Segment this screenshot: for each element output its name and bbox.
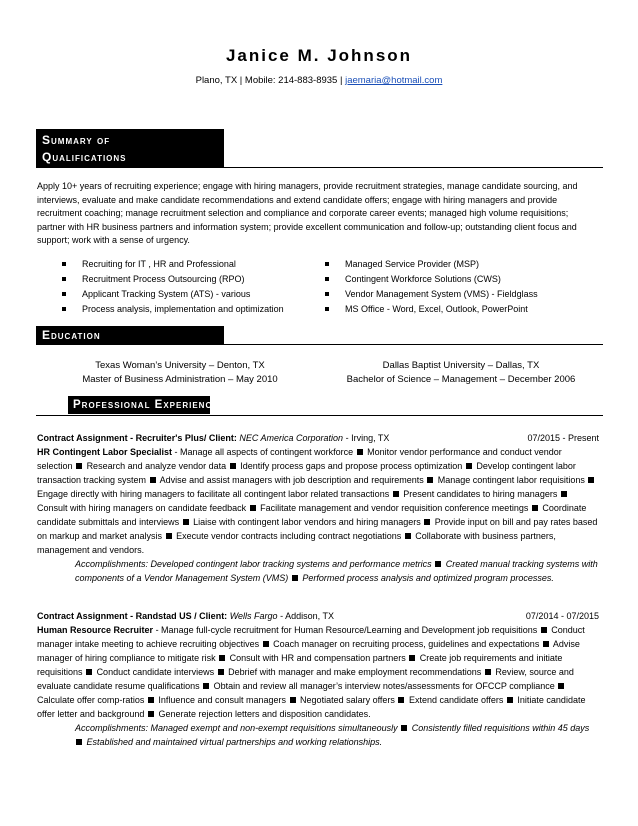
bullet-icon: [325, 307, 329, 311]
job-header: [37, 431, 599, 445]
duty-item: Calculate offer comp-ratios: [37, 695, 145, 705]
square-bullet-icon: [532, 505, 538, 511]
square-bullet-icon: [393, 491, 399, 497]
bullet-icon: [62, 277, 66, 281]
square-bullet-icon: [541, 627, 547, 633]
duty-item: Advise manager of hiring compliance to mitigate risk: [37, 639, 580, 663]
summary-heading-line2: Qualifications: [42, 150, 127, 164]
job-title: Human Resource Recruiter: [37, 625, 154, 635]
square-bullet-icon: [263, 641, 269, 647]
bullet-icon: [325, 277, 329, 281]
candidate-name: Janice M. Johnson: [225, 46, 413, 65]
education-heading: Education: [36, 326, 224, 345]
square-bullet-icon: [435, 561, 441, 567]
skill-item: Vendor Management System (VMS) - Fieldglass: [325, 287, 538, 302]
company: Contract Assignment - Recruiter's Plus/ Client:: [37, 433, 237, 443]
square-bullet-icon: [357, 449, 363, 455]
bullet-icon: [62, 307, 66, 311]
skills-list-right: [325, 257, 538, 317]
square-bullet-icon: [76, 463, 82, 469]
degree: Master of Business Administration – May 2010: [82, 374, 278, 385]
square-bullet-icon: [203, 683, 209, 689]
square-bullet-icon: [76, 739, 82, 745]
square-bullet-icon: [166, 533, 172, 539]
duties-intro: - Manage all aspects of contingent workforce: [174, 447, 354, 457]
duty-item: Influence and consult managers: [158, 695, 287, 705]
accomplishments: [37, 721, 599, 749]
accomplishment-item: Performed process analysis and optimized program processes.: [302, 573, 554, 583]
duty-item: Engage directly with hiring managers to facilitate all contingent labor related transactions: [37, 489, 390, 499]
skill-item: Process analysis, implementation and optimization: [62, 302, 284, 317]
education-entry-left: [30, 359, 330, 387]
email-link[interactable]: jaemaria@hotmail.com: [345, 75, 443, 86]
school-name: Dallas Baptist University – Dallas, TX: [382, 360, 540, 371]
square-bullet-icon: [183, 519, 189, 525]
accomplishment-item: Created manual tracking systems with components of a Vendor Management System (VMS): [75, 559, 598, 583]
accomplishment-item: Established and maintained virtual partnerships and working relationships.: [86, 737, 383, 747]
duty-item: Negotiated salary offers: [300, 695, 395, 705]
duty-item: Identify process gaps and propose process optimization: [240, 461, 463, 471]
education-divider: [36, 344, 603, 345]
bullet-icon: [325, 262, 329, 266]
duty-item: Conduct manager intake meeting to achieve recruiting objectives: [37, 625, 585, 649]
square-bullet-icon: [148, 711, 154, 717]
square-bullet-icon: [409, 655, 415, 661]
square-bullet-icon: [150, 477, 156, 483]
square-bullet-icon: [405, 533, 411, 539]
duty-item: Debrief with manager and make employment recommendations: [228, 667, 482, 677]
duty-item: Obtain and review all manager’s interview notes/assessments for OFCCP compliance: [213, 681, 555, 691]
duty-item: Consult with hiring managers on candidate feedback: [37, 503, 247, 513]
job-dates: 07/2014 - 07/2015: [525, 611, 599, 621]
duty-item: Conduct candidate interviews: [96, 667, 215, 677]
square-bullet-icon: [401, 725, 407, 731]
duty-item: Advise and assist managers with job description and requirements: [159, 475, 424, 485]
square-bullet-icon: [250, 505, 256, 511]
duty-item: Provide input on bill and pay rates based on markup and market analysis: [37, 517, 598, 541]
duty-item: Review, source and evaluate candidate resume qualifications: [37, 667, 574, 691]
degree: Bachelor of Science – Management – December 2006: [346, 374, 576, 385]
education-entry-right: [311, 359, 611, 387]
square-bullet-icon: [485, 669, 491, 675]
bullet-icon: [62, 262, 66, 266]
square-bullet-icon: [588, 477, 594, 483]
experience-heading: Professional Experience: [68, 396, 210, 414]
square-bullet-icon: [543, 641, 549, 647]
job-entry: [37, 609, 599, 749]
skill-item: Contingent Workforce Solutions (CWS): [325, 272, 538, 287]
job-title: HR Contingent Labor Specialist: [37, 447, 173, 457]
bullet-icon: [325, 292, 329, 296]
duty-item: Extend candidate offers: [408, 695, 504, 705]
duty-item: Monitor vendor performance and conduct vendor selection: [37, 447, 562, 471]
summary-heading-line1: Summary of: [42, 133, 111, 147]
square-bullet-icon: [558, 683, 564, 689]
skills-list-left: [62, 257, 284, 317]
accomplishments-intro: Accomplishments: Managed exempt and non-exempt requisitions simultaneously: [75, 723, 398, 733]
skill-item: Recruitment Process Outsourcing (RPO): [62, 272, 284, 287]
square-bullet-icon: [398, 697, 404, 703]
accomplishments: [37, 557, 599, 585]
job-dates: 07/2015 - Present: [527, 433, 599, 443]
square-bullet-icon: [290, 697, 296, 703]
duty-item: Create job requirements and initiate requisitions: [37, 653, 563, 677]
school-name: Texas Woman’s University – Denton, TX: [95, 360, 265, 371]
duty-item: Execute vendor contracts including contract negotiations: [176, 531, 402, 541]
accomplishments-intro: Accomplishments: Developed contingent labor tracking systems and performance metrics: [75, 559, 432, 569]
job-duties: [37, 445, 599, 557]
square-bullet-icon: [561, 491, 567, 497]
skill-item: Managed Service Provider (MSP): [325, 257, 538, 272]
duty-item: Coordinate candidate submittals and interviews: [37, 503, 587, 527]
company: Contract Assignment - Randstad US / Client:: [37, 611, 228, 621]
square-bullet-icon: [218, 669, 224, 675]
square-bullet-icon: [148, 697, 154, 703]
location: - Irving, TX: [345, 433, 390, 443]
duty-item: Liaise with contingent labor vendors and hiring managers: [193, 517, 421, 527]
duty-item: Facilitate management and vendor requisition conference meetings: [260, 503, 529, 513]
skill-item: MS Office - Word, Excel, Outlook, PowerPoint: [325, 302, 538, 317]
summary-divider: [36, 167, 603, 168]
duty-item: Develop contingent labor transaction tracking system: [37, 461, 576, 485]
skill-item: Recruiting for IT , HR and Professional: [62, 257, 284, 272]
client-name: Wells Fargo: [229, 611, 278, 621]
duty-item: Present candidates to hiring managers: [403, 489, 558, 499]
skill-item: Applicant Tracking System (ATS) - various: [62, 287, 284, 302]
duty-item: Manage contingent labor requisitions: [437, 475, 585, 485]
job-duties: [37, 623, 599, 721]
square-bullet-icon: [427, 477, 433, 483]
square-bullet-icon: [424, 519, 430, 525]
summary-text: Apply 10+ years of recruiting experience; engage with hiring managers, provide recruitment strategies, manage candidate sourcing, and interviews, evaluate and make candidate recommendations and extend candidate offers; engage with hiring managers and provide recruitment coaching; manage recruitment selection and compliance and corporate career events; managed high volume requisitions; partner with HR business partners and information system; provide excellent communication and follow-up; outstanding client focus and support; work with a sense of urgency.: [37, 181, 578, 246]
duty-item: Coach manager on recruiting process, guidelines and expectations: [273, 639, 540, 649]
duties-intro: - Manage full-cycle recruitment for Human Resource/Learning and Development job requisitions: [155, 625, 538, 635]
experience-divider: [36, 415, 603, 416]
duty-item: Consult with HR and compensation partners: [229, 653, 406, 663]
square-bullet-icon: [507, 697, 513, 703]
square-bullet-icon: [230, 463, 236, 469]
duty-item: Generate rejection letters and disposition candidates.: [158, 709, 371, 719]
duty-item: Collaborate with business partners, management and vendors.: [37, 531, 556, 555]
duty-item: Initiate candidate offer letter and background: [37, 695, 586, 719]
square-bullet-icon: [292, 575, 298, 581]
location: - Addison, TX: [280, 611, 334, 621]
duty-item: Research and analyze vendor data: [86, 461, 227, 471]
job-header: [37, 609, 599, 623]
contact-line: [0, 75, 638, 86]
square-bullet-icon: [219, 655, 225, 661]
square-bullet-icon: [466, 463, 472, 469]
summary-heading: [36, 129, 224, 168]
client-name: NEC America Corporation: [239, 433, 344, 443]
job-entry: [37, 431, 599, 585]
accomplishment-item: Consistently filled requisitions within 45 days: [411, 723, 590, 733]
contact-details: Plano, TX | Mobile: 214-883-8935 |: [195, 75, 343, 86]
bullet-icon: [62, 292, 66, 296]
square-bullet-icon: [86, 669, 92, 675]
